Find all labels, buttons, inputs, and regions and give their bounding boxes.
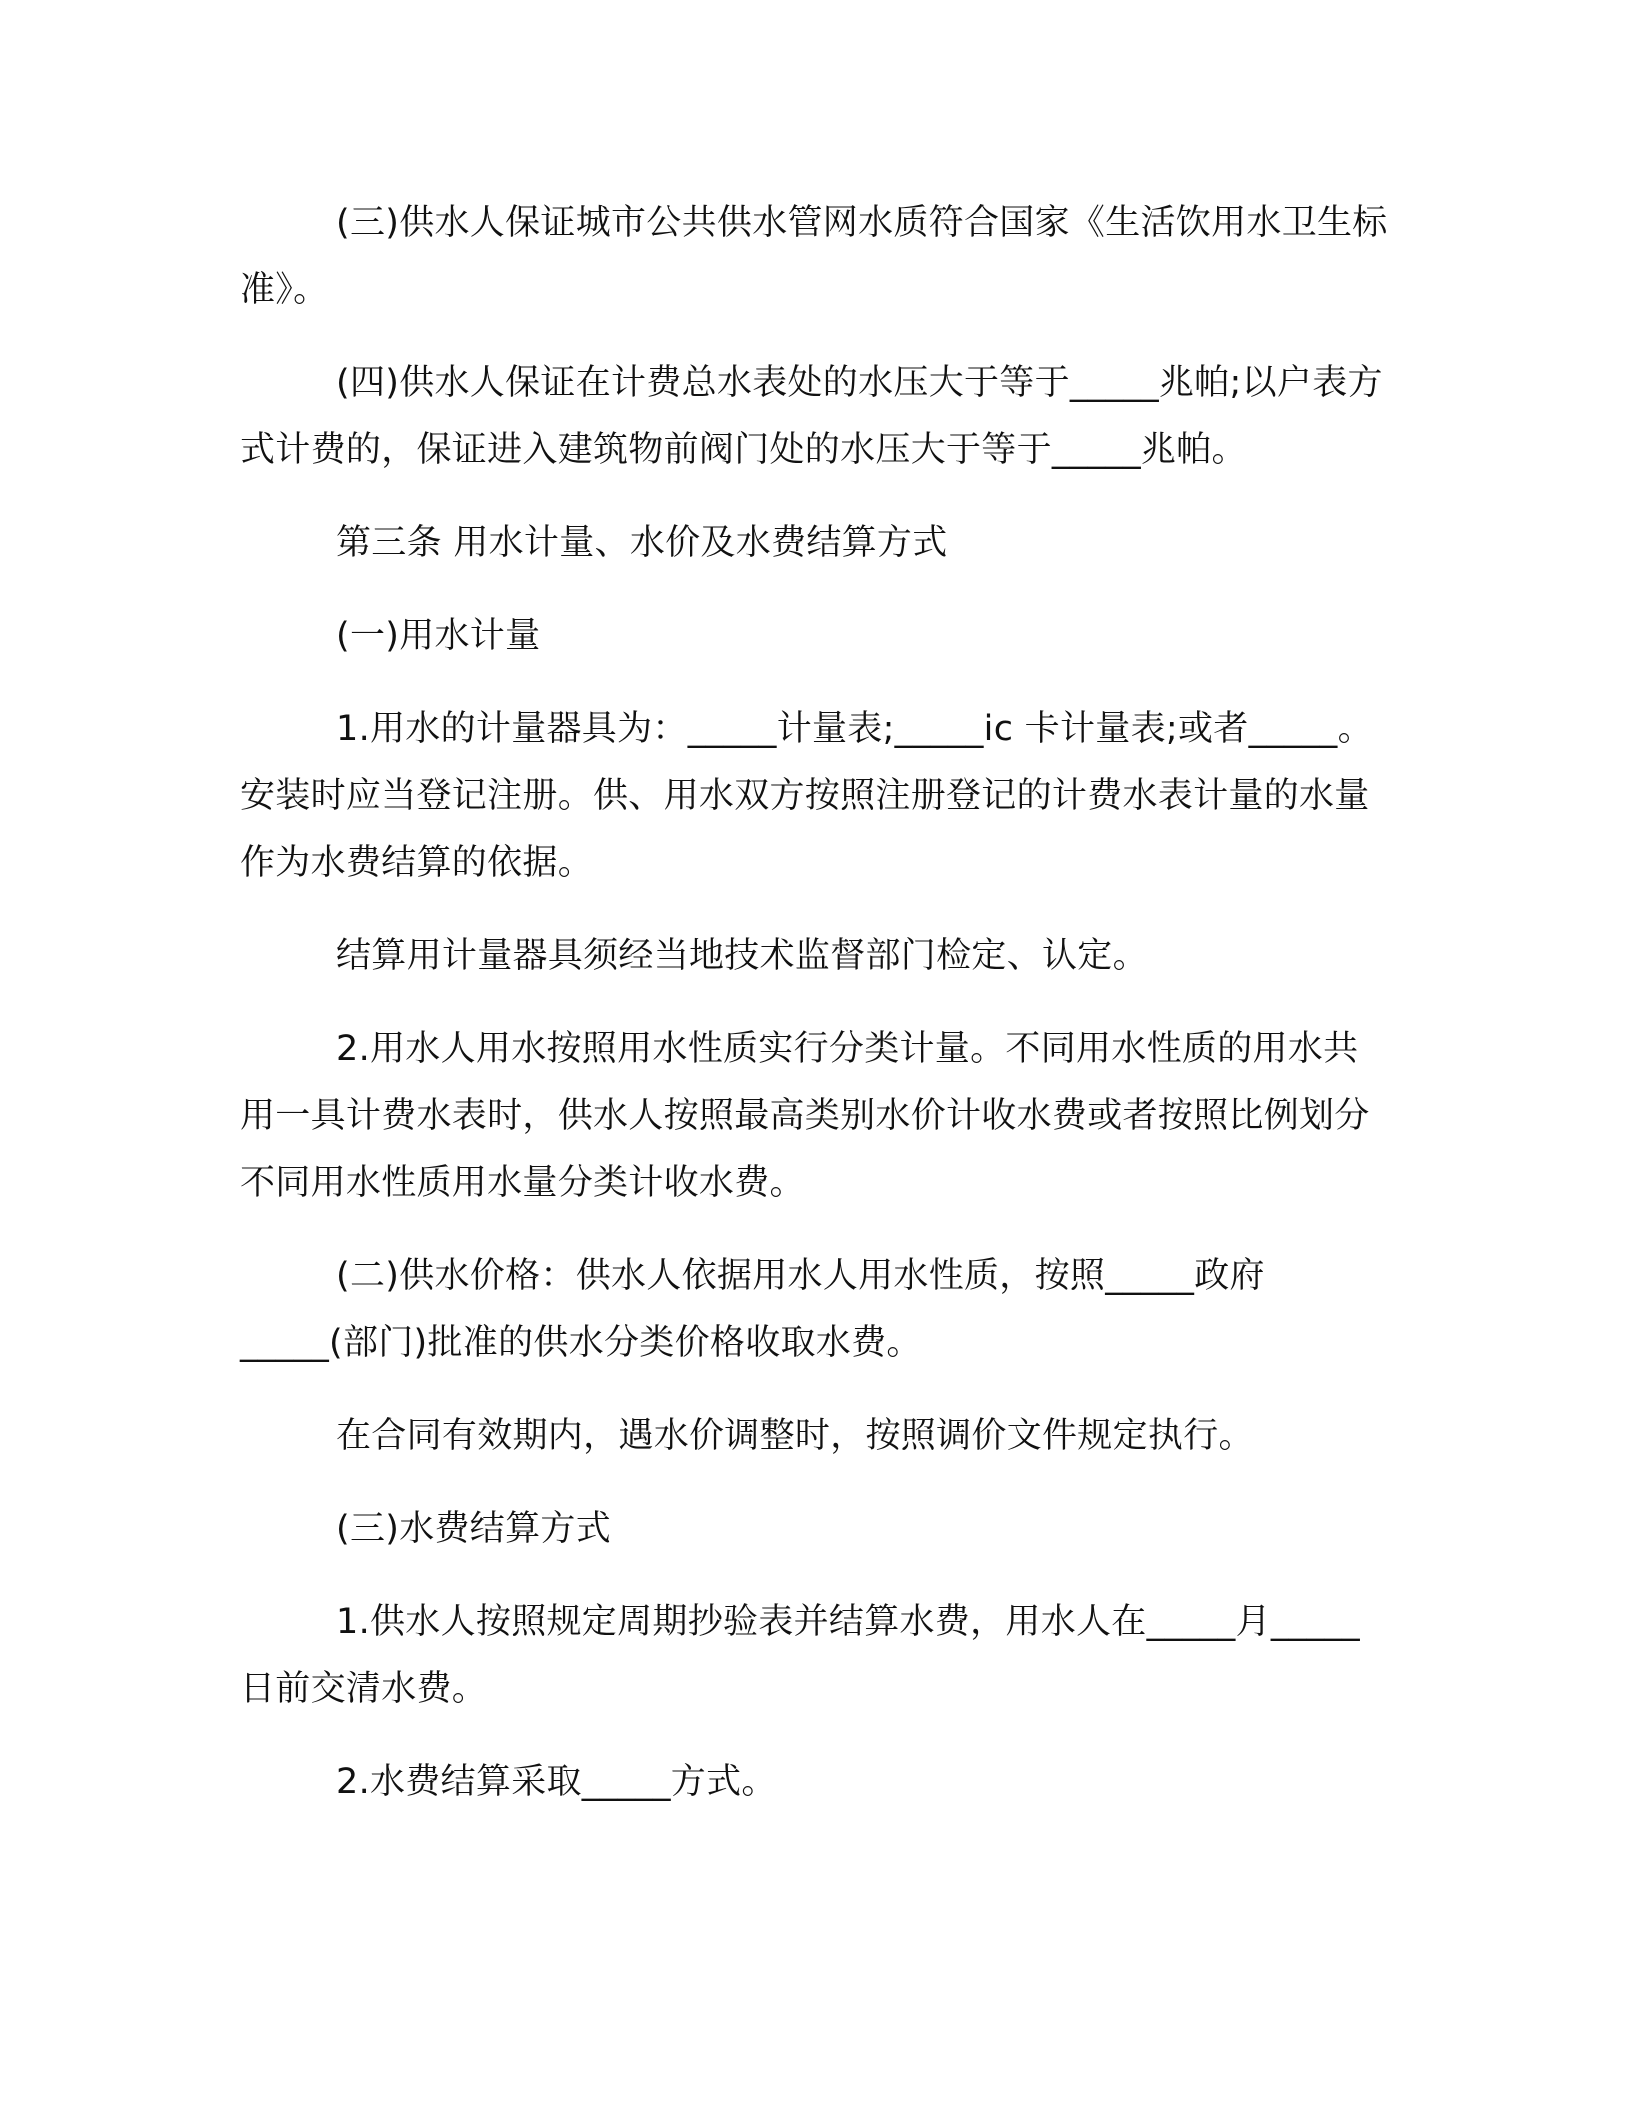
metering-heading: (一)用水计量 bbox=[336, 616, 541, 656]
settlement-heading: (三)水费结算方式 bbox=[336, 1509, 612, 1549]
settlement-item-2: 2.水费结算采取_____方式。 bbox=[336, 1762, 777, 1802]
metering-item-2: 2.用水人用水按照用水性质实行分类计量。不同用水性质的用水共用一具计费水表时，供水人按照最高类别水价计收水费或者按照比例划分不同用水性质用水量分类计收水费。 bbox=[240, 1029, 1370, 1203]
price-adjustment-note: 在合同有效期内，遇水价调整时，按照调价文件规定执行。 bbox=[336, 1416, 1254, 1456]
metering-item-1: 1.用水的计量器具为：_____计量表;_____ic 卡计量表;或者_____。安装时应当登记注册。供、用水双方按照注册登记的计费水表计量的水量作为水费结算的依据。 bbox=[240, 709, 1373, 883]
settlement-item-1: 1.供水人按照规定周期抄验表并结算水费，用水人在_____月_____日前交清水费。 bbox=[240, 1602, 1360, 1709]
document-body bbox=[240, 190, 1390, 1842]
water-pressure-clause: (四)供水人保证在计费总水表处的水压大于等于_____兆帕;以户表方式计费的，保证进入建筑物前阀门处的水压大于等于_____兆帕。 bbox=[240, 363, 1383, 470]
pricing-clause: (二)供水价格：供水人依据用水人用水性质，按照_____政府_____(部门)批准的供水分类价格收取水费。 bbox=[240, 1256, 1265, 1363]
article-three-heading: 第三条 用水计量、水价及水费结算方式 bbox=[336, 523, 948, 563]
metering-inspection-note: 结算用计量器具须经当地技术监督部门检定、认定。 bbox=[336, 936, 1148, 976]
water-quality-clause: (三)供水人保证城市公共供水管网水质符合国家《生活饮用水卫生标准》。 bbox=[240, 203, 1388, 310]
